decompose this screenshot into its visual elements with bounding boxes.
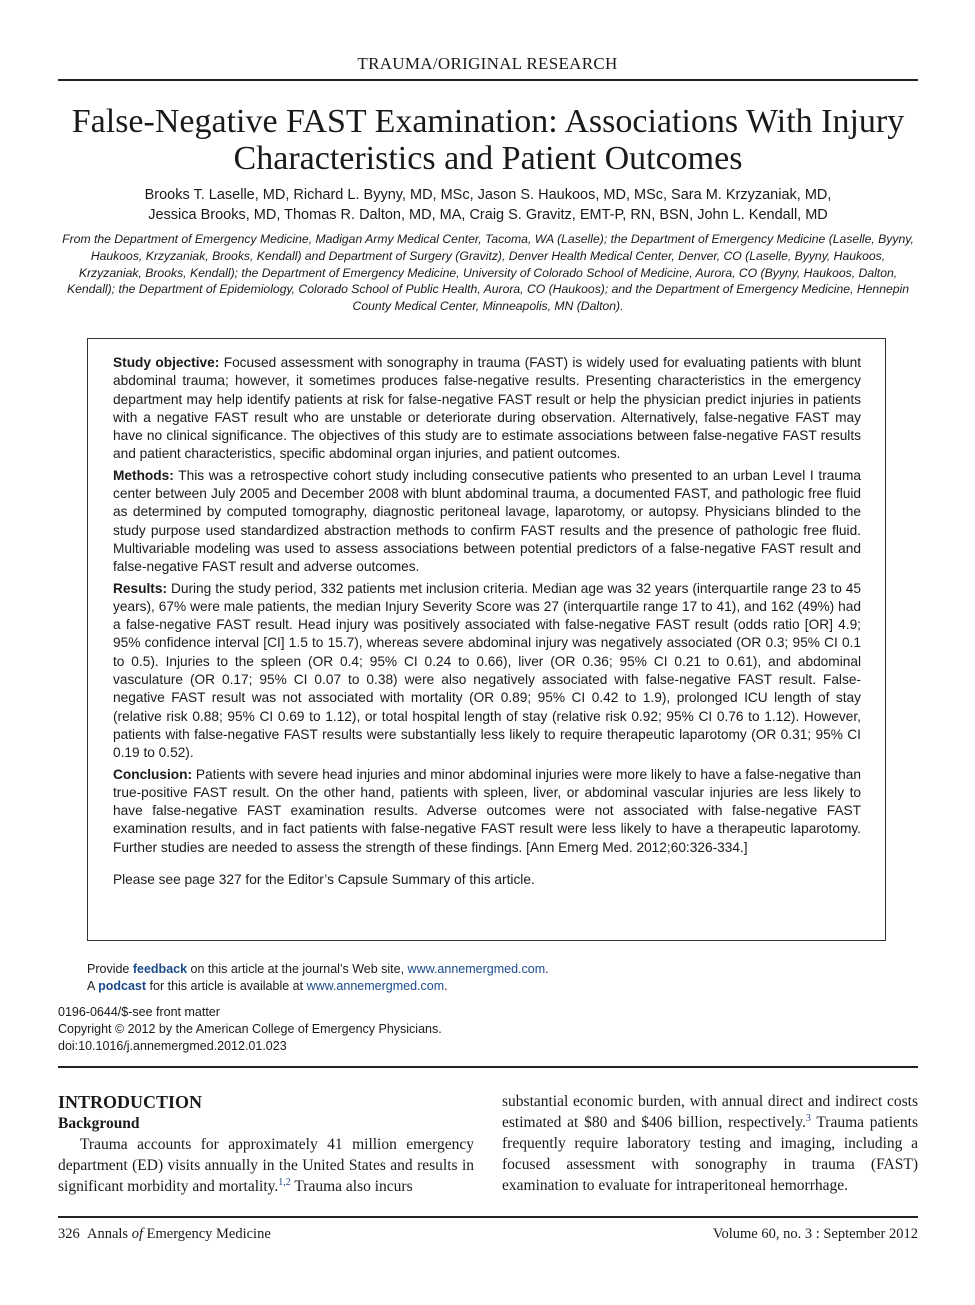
body-column-left (58, 1091, 474, 1197)
feedback-middle: on this article at the journal’s Web site, (187, 962, 408, 976)
methods-text: This was a retrospective cohort study including consecutive patients who presented to an urban Level I trauma center between July 2005 and December 2008 with blunt abdominal trauma, a documented FAST, and pathologic free fluid as determined by computed tomography, diagnostic peritoneal lavage, laparotomy, or autopsy. Physicians blinded to the study purpose used standardized abstraction methods to confirm FAST results and the presence of pathologic free fluid. Multivariable modeling was used to assess associations between potential predictors of a false-negative FAST result and false-negative FAST result and adverse outcomes. (113, 467, 861, 575)
results-label: Results: (113, 580, 168, 596)
authors-line-1: Brooks T. Laselle, MD, Richard L. Byyny, MD, MSc, Jason S. Haukoos, MD, MSc, Sara M. Krzyzaniak, MD, (144, 187, 832, 203)
title-line-2: Characteristics and Patient Outcomes (233, 140, 743, 177)
reference-link[interactable]: 1,2 (278, 1176, 291, 1188)
body-column-right (502, 1091, 918, 1196)
podcast-line (87, 978, 549, 995)
podcast-middle: for this article is available at (146, 979, 307, 993)
body-text: substantial economic burden, with annual direct and indirect costs estimated at $80 and $406 billion, respectively. (502, 1093, 918, 1131)
feedback-suffix: . (545, 962, 549, 976)
abstract-content (113, 354, 861, 892)
article-meta (58, 1004, 442, 1055)
body-paragraph-continued (502, 1091, 918, 1196)
conclusion-text: Patients with severe head injuries and minor abdominal injuries were more likely to have a false-negative than true-positive FAST result. On the other hand, patients with spleen, liver, or abdominal vascular injuries are less likely to have false-negative FAST examination results. Adverse outcomes were not associated with false-negative FAST examination results, and in fact patients with false-negative FAST result were less likely to have a therapeutic laparotomy. Further studies are needed to assess the strength of these findings. [Ann Emerg Med. 2012;60:326-334.] (113, 766, 861, 855)
copyright: Copyright © 2012 by the American College of Emergency Physicians. (58, 1022, 442, 1036)
capsule-summary-note: Please see page 327 for the Editor’s Capsule Summary of this article. (113, 872, 535, 888)
footer-volume: Volume 60, no. 3 : September 2012 (712, 1226, 918, 1242)
objective-label: Study objective: (113, 355, 220, 370)
feedback-line (87, 961, 549, 978)
footer-journal (58, 1226, 271, 1243)
doi: doi:10.1016/j.annemergmed.2012.01.023 (58, 1039, 287, 1053)
methods-label: Methods: (113, 467, 174, 483)
abstract-conclusion (113, 766, 861, 857)
issn: 0196-0644/$-see front matter (58, 1005, 220, 1019)
abstract-box (87, 338, 886, 941)
affiliations: From the Department of Emergency Medicine, Madigan Army Medical Center, Tacoma, WA (Laselle); the Department of Emergency Medicine (Laselle, Byyny, Haukoos, Krzyzaniak, Brooks, Kendall) and Department of Surgery (Gravitz), Denver Health Medical Center, Denver, CO (Laselle, Byyny, Haukoos, Krzyzaniak, Brooks, Kendall); the Department of Emergency Medicine, University of Colorado School of Medicine, Aurora, CO (Byyny, Haukoos, Dalton, Kendall); the Department of Epidemiology, Colorado School of Public Health, Aurora, CO (Haukoos); and the Department of Emergency Medicine, Hennepin County Medical Center, Minneapolis, MN (Dalton). (62, 232, 914, 314)
abstract-results (113, 580, 861, 763)
body-rule (58, 1066, 918, 1068)
body-text: Trauma accounts for approximately 41 million emergency department (ED) visits annually in the United States and results in significant morbidity and mortality. (58, 1136, 474, 1195)
footer-rule (58, 1216, 918, 1218)
body-text-end: Trauma also incurs (290, 1178, 413, 1195)
section-label: TRAUMA/ORIGINAL RESEARCH (357, 54, 618, 73)
title-line-1: False-Negative FAST Examination: Associations With Injury (71, 103, 905, 140)
body-paragraph (58, 1134, 474, 1197)
journal-url-link[interactable]: www.annemergmed.com (407, 962, 546, 976)
introduction-heading: INTRODUCTION (58, 1092, 203, 1112)
reference-link[interactable]: 3 (805, 1112, 811, 1124)
abstract-methods (113, 467, 861, 577)
body-text-end: Trauma patients frequently require laboratory testing and imaging, including a focused assessment with sonography in trauma (FAST) examination to evaluate for intraperitoneal hemorrhage. (502, 1114, 918, 1194)
author-list (58, 185, 918, 225)
article-links (87, 961, 549, 995)
journal-name-of: of (131, 1226, 143, 1242)
authors-line-2: Jessica Brooks, MD, Thomas R. Dalton, MD, MA, Craig S. Gravitz, EMT-P, RN, BSN, John L. Kendall, MD (148, 207, 828, 223)
journal-name-post: Emergency Medicine (143, 1226, 271, 1242)
results-text: During the study period, 332 patients met inclusion criteria. Median age was 32 years (interquartile range 23 to 45 years), 67% were male patients, the median Injury Severity Score was 27 (interquartile range 17 to 41), and 162 (49%) had a false-negative FAST result. Head injury was positively associated with false-negative FAST result (odds ratio [OR] 4.9; 95% confidence interval [CI] 1.5 to 15.7), whereas severe abdominal injury was negatively associated (OR 0.3; 95% CI 0.1 to 0.5). Injuries to the spleen (OR 0.4; 95% CI 0.24 to 0.66), liver (OR 0.36; 95% CI 0.21 to 0.61), and abdominal vasculature (OR 0.17; 95% CI 0.07 to 0.38) were also negatively associated with false-negative FAST result. False-negative FAST result was not associated with mortality (OR 0.89; 95% CI 0.42 to 1.9), prolonged ICU length of stay (relative risk 0.88; 95% CI 0.69 to 1.12), or total hospital length of stay (relative risk 0.92; 95% CI 0.76 to 1.12). However, patients with false-negative FAST results were substantially less likely to require therapeutic laparotomy (OR 0.31; 95% CI 0.19 to 0.52). (113, 580, 861, 761)
journal-name-pre: Annals (87, 1226, 132, 1242)
podcast-url-link[interactable]: www.annemergmed.com (306, 979, 445, 993)
article-title (58, 103, 918, 177)
page-number: 326 (58, 1226, 80, 1242)
background-heading: Background (58, 1115, 140, 1132)
feedback-link[interactable]: feedback (132, 962, 188, 976)
header-rule (58, 79, 918, 81)
feedback-prefix: Provide (87, 962, 133, 976)
podcast-prefix: A (87, 979, 99, 993)
podcast-suffix: . (444, 979, 448, 993)
podcast-link[interactable]: podcast (98, 979, 147, 993)
abstract-objective (113, 354, 861, 464)
objective-text: Focused assessment with sonography in trauma (FAST) is widely used for evaluating patients with blunt abdominal trauma; however, it sometimes produces false-negative results. Presenting characteristics in the emergency department may help identify patients at risk for false-negative FAST result or help the physician predict injuries in patients with a negative FAST result who are unstable or deteriorate during observation. Alternatively, false-negative FAST may have no clinical significance. The objectives of this study are to estimate associations between false-negative FAST results and patient characteristics, specific abdominal organ injuries, and patient outcomes. (113, 355, 862, 462)
conclusion-label: Conclusion: (113, 766, 193, 782)
